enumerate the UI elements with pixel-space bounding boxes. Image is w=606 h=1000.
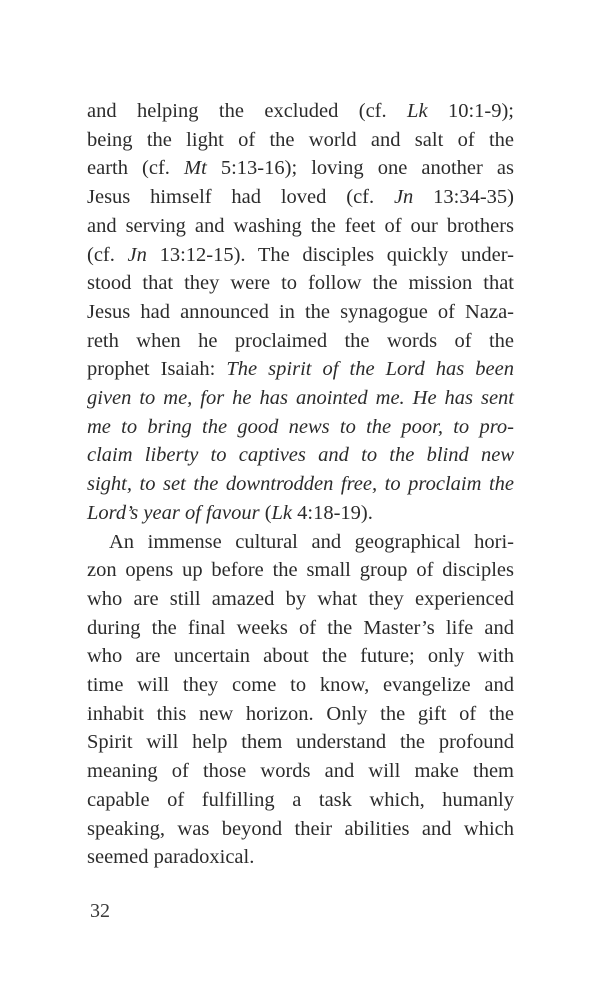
italic-text-segment: The spirit of the Lord has been	[226, 358, 515, 381]
text-line	[87, 815, 514, 844]
text-segment: seemed paradoxical.	[87, 846, 255, 869]
text-line	[87, 154, 514, 183]
text-line	[87, 212, 514, 241]
text-segment: reth when he proclaimed the words of the	[87, 329, 514, 352]
text-line	[87, 413, 514, 442]
text-line	[87, 183, 514, 212]
text-line	[87, 97, 514, 126]
text-segment: time will they come to know, evangelize and	[87, 674, 514, 697]
text-line	[87, 671, 514, 700]
italic-text-segment: claim liberty to captives and to the blind new	[87, 444, 514, 467]
text-line	[87, 327, 514, 356]
text-segment: An immense cultural and geographical hori-	[109, 530, 514, 553]
text-segment: 4:18-19).	[292, 501, 373, 524]
italic-text-segment: Lk	[407, 100, 428, 122]
text-segment: during the final weeks of the Master’s life and	[87, 616, 514, 639]
text-segment: capable of fulfilling a task which, humanly	[87, 788, 514, 811]
text-line	[87, 298, 514, 327]
text-segment: who are still amazed by what they experienced	[87, 587, 514, 610]
text-line	[87, 528, 514, 557]
text-line	[87, 126, 514, 155]
italic-text-segment: Jn	[127, 243, 147, 266]
text-line	[87, 470, 514, 499]
text-segment: and serving and washing the feet of our brothers	[87, 214, 514, 237]
text-segment: 10:1-9);	[427, 100, 514, 122]
text-segment: zon opens up before the small group of disciples	[87, 559, 514, 582]
text-segment: meaning of those words and will make them	[87, 760, 514, 783]
text-segment: and helping the excluded (cf.	[87, 100, 408, 122]
text-line	[87, 441, 514, 470]
italic-text-segment: Lord’s year of favour	[87, 501, 260, 524]
text-line	[87, 585, 514, 614]
text-segment: Jesus had announced in the synagogue of Naza-	[87, 300, 514, 323]
italic-text-segment: sight, to set the downtrodden free, to proclaim the	[87, 473, 514, 496]
italic-text-segment: Mt	[184, 157, 207, 180]
page-number: 32	[90, 900, 110, 922]
italic-text-segment: given to me, for he has anointed me. He has sent	[87, 387, 514, 410]
text-segment: (cf.	[87, 243, 128, 266]
text-line	[87, 728, 514, 757]
text-line	[87, 556, 514, 585]
text-column	[87, 97, 514, 872]
text-segment: Jesus himself had loved (cf.	[87, 186, 394, 209]
text-line	[87, 614, 514, 643]
text-line	[87, 269, 514, 298]
text-line	[87, 241, 514, 270]
text-segment: earth (cf.	[87, 157, 184, 180]
text-segment: prophet Isaiah:	[87, 358, 227, 381]
text-line	[87, 757, 514, 786]
text-segment: (	[259, 501, 272, 524]
text-line	[87, 384, 514, 413]
text-segment: stood that they were to follow the mission that	[87, 272, 514, 295]
text-line	[87, 499, 514, 528]
text-segment: being the light of the world and salt of the	[87, 128, 514, 151]
text-segment: 13:34-35)	[413, 186, 514, 209]
text-segment: inhabit this new horizon. Only the gift of the	[87, 702, 514, 725]
text-line	[87, 843, 514, 872]
text-segment: speaking, was beyond their abilities and which	[87, 817, 514, 840]
text-line	[87, 700, 514, 729]
text-segment: Spirit will help them understand the profound	[87, 731, 514, 754]
italic-text-segment: Lk	[271, 501, 293, 524]
text-line	[87, 642, 514, 671]
italic-text-segment: me to bring the good news to the poor, to pro-	[87, 415, 514, 438]
text-segment: 13:12-15). The disciples quickly under-	[146, 243, 514, 266]
text-segment: 5:13-16); loving one another as	[206, 157, 514, 180]
paragraph	[87, 97, 514, 528]
italic-text-segment: Jn	[393, 186, 414, 209]
text-line	[87, 786, 514, 815]
text-segment: who are uncertain about the future; only with	[87, 645, 514, 668]
text-line	[87, 355, 514, 384]
paragraph	[87, 528, 514, 872]
